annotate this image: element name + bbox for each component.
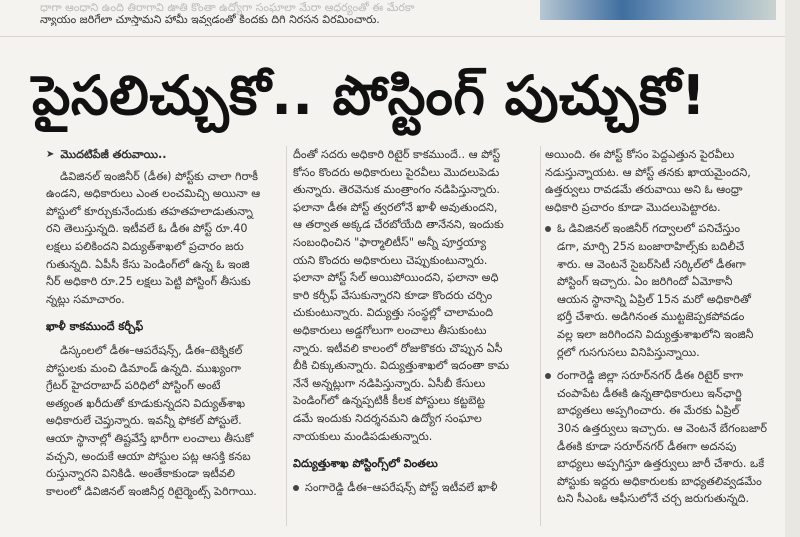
text-line: బాధ్యతలు అప్పగించారు. ఈ మేరకు ఏప్రిల్: [557, 404, 740, 418]
previous-article-photo: [540, 0, 776, 20]
article-column-2: [293, 146, 537, 502]
text-line: గ్రేటర్ హైదరాబాద్ పరిధిలో పోస్టింగ్ అంటే: [46, 379, 221, 393]
text-line: రంగారెడ్డి జిల్లా సరూర్‌నగర్ డీఈ రిటైర్ కాగా: [557, 369, 744, 383]
previous-article-line: ధాగా ఆంధాని ఉంది తిరాగావి ఉాతి కొంతా ఉద్యోగా సంఘాలా మేరా ఆధర్యంతో ఈ మేరకా: [40, 1, 415, 14]
text-line: యని కొందరు అధికారులు చెప్పుకుంటున్నారు.: [293, 253, 488, 267]
text-line: ఆయా స్థానాల్లో తిష్టవేస్తే భారీగా లంచాలు తీసుకో: [46, 431, 254, 445]
text-line: టని సీఎంఓ ఆఫీసులోనే చర్చ జరుగుతున్నది.: [557, 492, 750, 506]
text-line: ఆయన స్థానాన్ని ఏప్రిల్ 15న మరో అధికారితో: [557, 292, 751, 306]
bullet-text: సంగారెడ్డి డీఈ–ఆపరేషన్స్ పోస్ట్ ఇటీవలే ఖాళీ: [305, 480, 498, 494]
text-line: పెండింగ్‌లో ఉన్నప్పటికీ కీలక పోస్టులు కట్టబెట్ట: [293, 394, 486, 408]
bullet-item: [545, 220, 775, 361]
text-line: ఉండని, అధికారులు ఎంత లంచమిచ్చి అయినా ఆ: [46, 187, 261, 201]
text-line: నీర్ అధికారి రూ.25 లక్షలు పెట్టి పోస్టింగ్ తీసుకు: [46, 275, 251, 289]
text-line: నాయకులు మండిపడుతున్నారు.: [293, 429, 433, 443]
text-line: నేనే అన్నట్లుగా నడిపిస్తున్నారు. ఏసీబీ కేసులు: [293, 376, 486, 390]
text-line: పోస్టులో కూర్చుకునేందుకు తహతహలాడుతున్నా: [46, 204, 253, 218]
kicker-label: మొదటిపేజీ తరువాయి..: [60, 148, 167, 161]
bullet-item: [545, 367, 775, 508]
paragraph: [46, 168, 282, 309]
text-line: ర్లలో గుసగుసలు వినిపిస్తున్నాయి.: [557, 345, 700, 359]
column-divider: [540, 146, 541, 526]
section-divider: [0, 36, 800, 37]
bullet-text: [557, 220, 775, 361]
text-line: ఫలానా పోస్ట్ సేల్ అయిపోయిందని, ఫలానా అధి: [293, 271, 499, 285]
text-line: 30న ఉత్తర్వులు ఇచ్చారు. ఆ వెంటనే బేగంబజార్: [557, 421, 768, 435]
page-edge: [785, 0, 800, 537]
text-line: దీంతో సదరు అధికారి రిటైర్ కాకముందే.. ఆ పోస్ట్: [293, 148, 501, 161]
text-line: అధికారులే చెప్తున్నారు. ఇవన్నీ ఫోకల్ పోస్టులే.: [46, 414, 242, 428]
text-line: వచ్చని, అందుకే ఆయా పోస్టుల పట్ల ఆసక్తి కనబ: [46, 449, 251, 463]
column-divider: [286, 146, 287, 526]
continued-kicker: [46, 146, 282, 164]
text-line: సంబంధించిన "ఫార్మాలిటీస్" అన్నీ పూర్తయ్యా: [293, 235, 487, 249]
text-line: పోస్టుకు ఇద్దరు అధికారులకు బాధ్యతలివ్వడమేం: [557, 474, 762, 488]
text-line: ఆ తర్వాత అక్కడ చేరబోయేది తానేనని, ఇందుకు: [293, 218, 504, 232]
text-line: బీకి చిక్కుతున్నారు. విద్యుత్తుశాఖలో ఇదంతా కామ: [293, 359, 510, 373]
bullet-text: [557, 367, 775, 508]
paragraph: [46, 342, 282, 500]
paragraph: [293, 146, 537, 445]
text-line: గుతున్నది. ఏపీసీ కేసు పెండింగ్‌లో ఉన్న ఓ ఇంజి: [46, 257, 250, 271]
article-column-3: [545, 146, 775, 514]
text-line: డిస్కంలలో డీఈ–ఆపరేషన్స్, డీఈ–టెక్నికల్: [60, 343, 243, 357]
text-line: న్నారు. ఇటీవలి కాలంలో రోజుకొకరు చొప్పున ఏసీ: [293, 341, 503, 355]
text-line: వల్ల ఇలా జరిగిందని విద్యుత్తుశాఖలోని ఇంజినీ: [557, 327, 754, 341]
previous-article-text: [40, 2, 414, 26]
text-line: కారి కర్చీఫ్ వేసుకున్నారని కూడా కొందరు చర్చిం: [293, 288, 493, 302]
bullet-item: [293, 479, 537, 497]
text-line: రని తెలుస్తున్నది. ఇటీవలే ఓ డీఈ పోస్ట్ రూ.40: [46, 222, 248, 236]
text-line: కాలంలో డివిజినల్ ఇంజినీర్ల రిటైర్మెంట్స్ పెరిగాయి.: [46, 484, 257, 498]
text-line: చుకుంటున్నారు. విద్యుత్తు సంస్థల్లో చాలామంది: [293, 306, 494, 320]
article-headline: పైసలిచ్చుకో.. పోస్టింగ్ పుచ్చుకో!: [32, 64, 707, 127]
text-line: తున్నారు. తెరవెనుక మంత్రాంగం నడిపిస్తున్నారు.: [293, 183, 500, 197]
text-line: డమే ఇందుకు నిదర్శనమని ఉద్యోగ సంఘాల: [293, 411, 482, 425]
text-line: అధికారులు అడ్డగోలుగా లంచాలు తీసుకుంటు: [293, 323, 487, 337]
text-line: అధికారి ప్రచారం కూడా మొదలుపెట్టారట.: [545, 200, 721, 214]
text-line: డివిజినల్ ఇంజినీర్ (డీఈ) పోస్ట్‌కు చాలా గిరాకీ: [60, 169, 258, 183]
text-line: నడుస్తున్నాయట. ఆ పోస్ట్ తనకు ఖాయమైందని,: [545, 165, 751, 179]
text-line: పోస్టింగ్ ఇచ్చారు. ఏం జరిగిందో ఏమోకానీ: [557, 275, 733, 289]
text-line: బాధ్యలు అప్పగిస్తూ ఉత్తర్వులు జారీ చేశారు. ఒకే: [557, 457, 765, 471]
subheading: విద్యుత్తుశాఖ పోస్టింగ్స్‌లో వింతలు: [293, 457, 438, 471]
paragraph: [545, 146, 775, 216]
text-line: శారు. ఆ వెంటనే సైబర్‌సిటీ సర్కిల్‌లో డీఈగా: [557, 257, 746, 271]
text-line: చంపాపేట డీఈకి ఉన్నతాధికారులు ఇన్‌ఛార్జి: [557, 386, 742, 400]
subheading: ఖాళీ కాకముందే కర్చీఫ్: [46, 320, 144, 334]
text-line: రుస్తున్నారని వినికిడి. అంతేకాకుండా ఇటీవలి: [46, 467, 235, 481]
text-line: భర్తీ చేశారు. అడిగినంత ముట్టజెప్పకపోవడం: [557, 310, 745, 324]
text-line: కోసం కొందరు అధికారులు పైరవీలు మొదలుపెడు: [293, 165, 500, 179]
previous-article-strip: [0, 0, 800, 26]
text-line: డగా, మార్చి 25న బంజారాహిల్స్‌కు బదిలీచే: [557, 239, 745, 253]
text-line: న్నట్లు సమాచారం.: [46, 292, 125, 306]
previous-article-line: న్యాయం జరిగేలా చూస్తామని హామీ ఇవ్వడంతో కిందకు దిగి నిరసన విరమించారు.: [40, 13, 380, 26]
text-line: అత్యంత ఖరీదుతో కూడుకున్నదని విద్యుత్‌శాఖ: [46, 396, 246, 410]
bullet-dot-icon: [293, 485, 299, 491]
text-line: డీఈకి కూడా సరూర్‌నగర్ డీఈగా అదనపు: [557, 439, 737, 453]
bullet-dot-icon: [545, 226, 551, 232]
text-line: ఓ డివిజినల్ ఇంజినీర్ గద్వాలలో పనిచేస్తుం: [557, 222, 741, 236]
text-line: ఫలానా డీఈ పోస్ట్ త్వరలోనే ఖాళీ అవుతుందని,: [293, 200, 498, 214]
article-column-1: [46, 146, 282, 500]
bullet-dot-icon: [545, 373, 551, 379]
text-line: అయింది. ఈ పోస్ట్ కోసం పెద్దఎత్తున పైరవీలు: [545, 148, 735, 161]
text-line: ఉత్తర్వులు రావడమే తరువాయి అని ఓ ఆంధ్రా: [545, 183, 743, 197]
text-line: లక్షలు పలికిందని విద్యుత్‌శాఖలో ప్రచారం జరు: [46, 239, 244, 253]
arrow-right-icon: ➤: [46, 149, 55, 160]
text-line: పోస్టులకు మంచి డిమాండ్ ఉన్నది. ముఖ్యంగా: [46, 361, 241, 375]
